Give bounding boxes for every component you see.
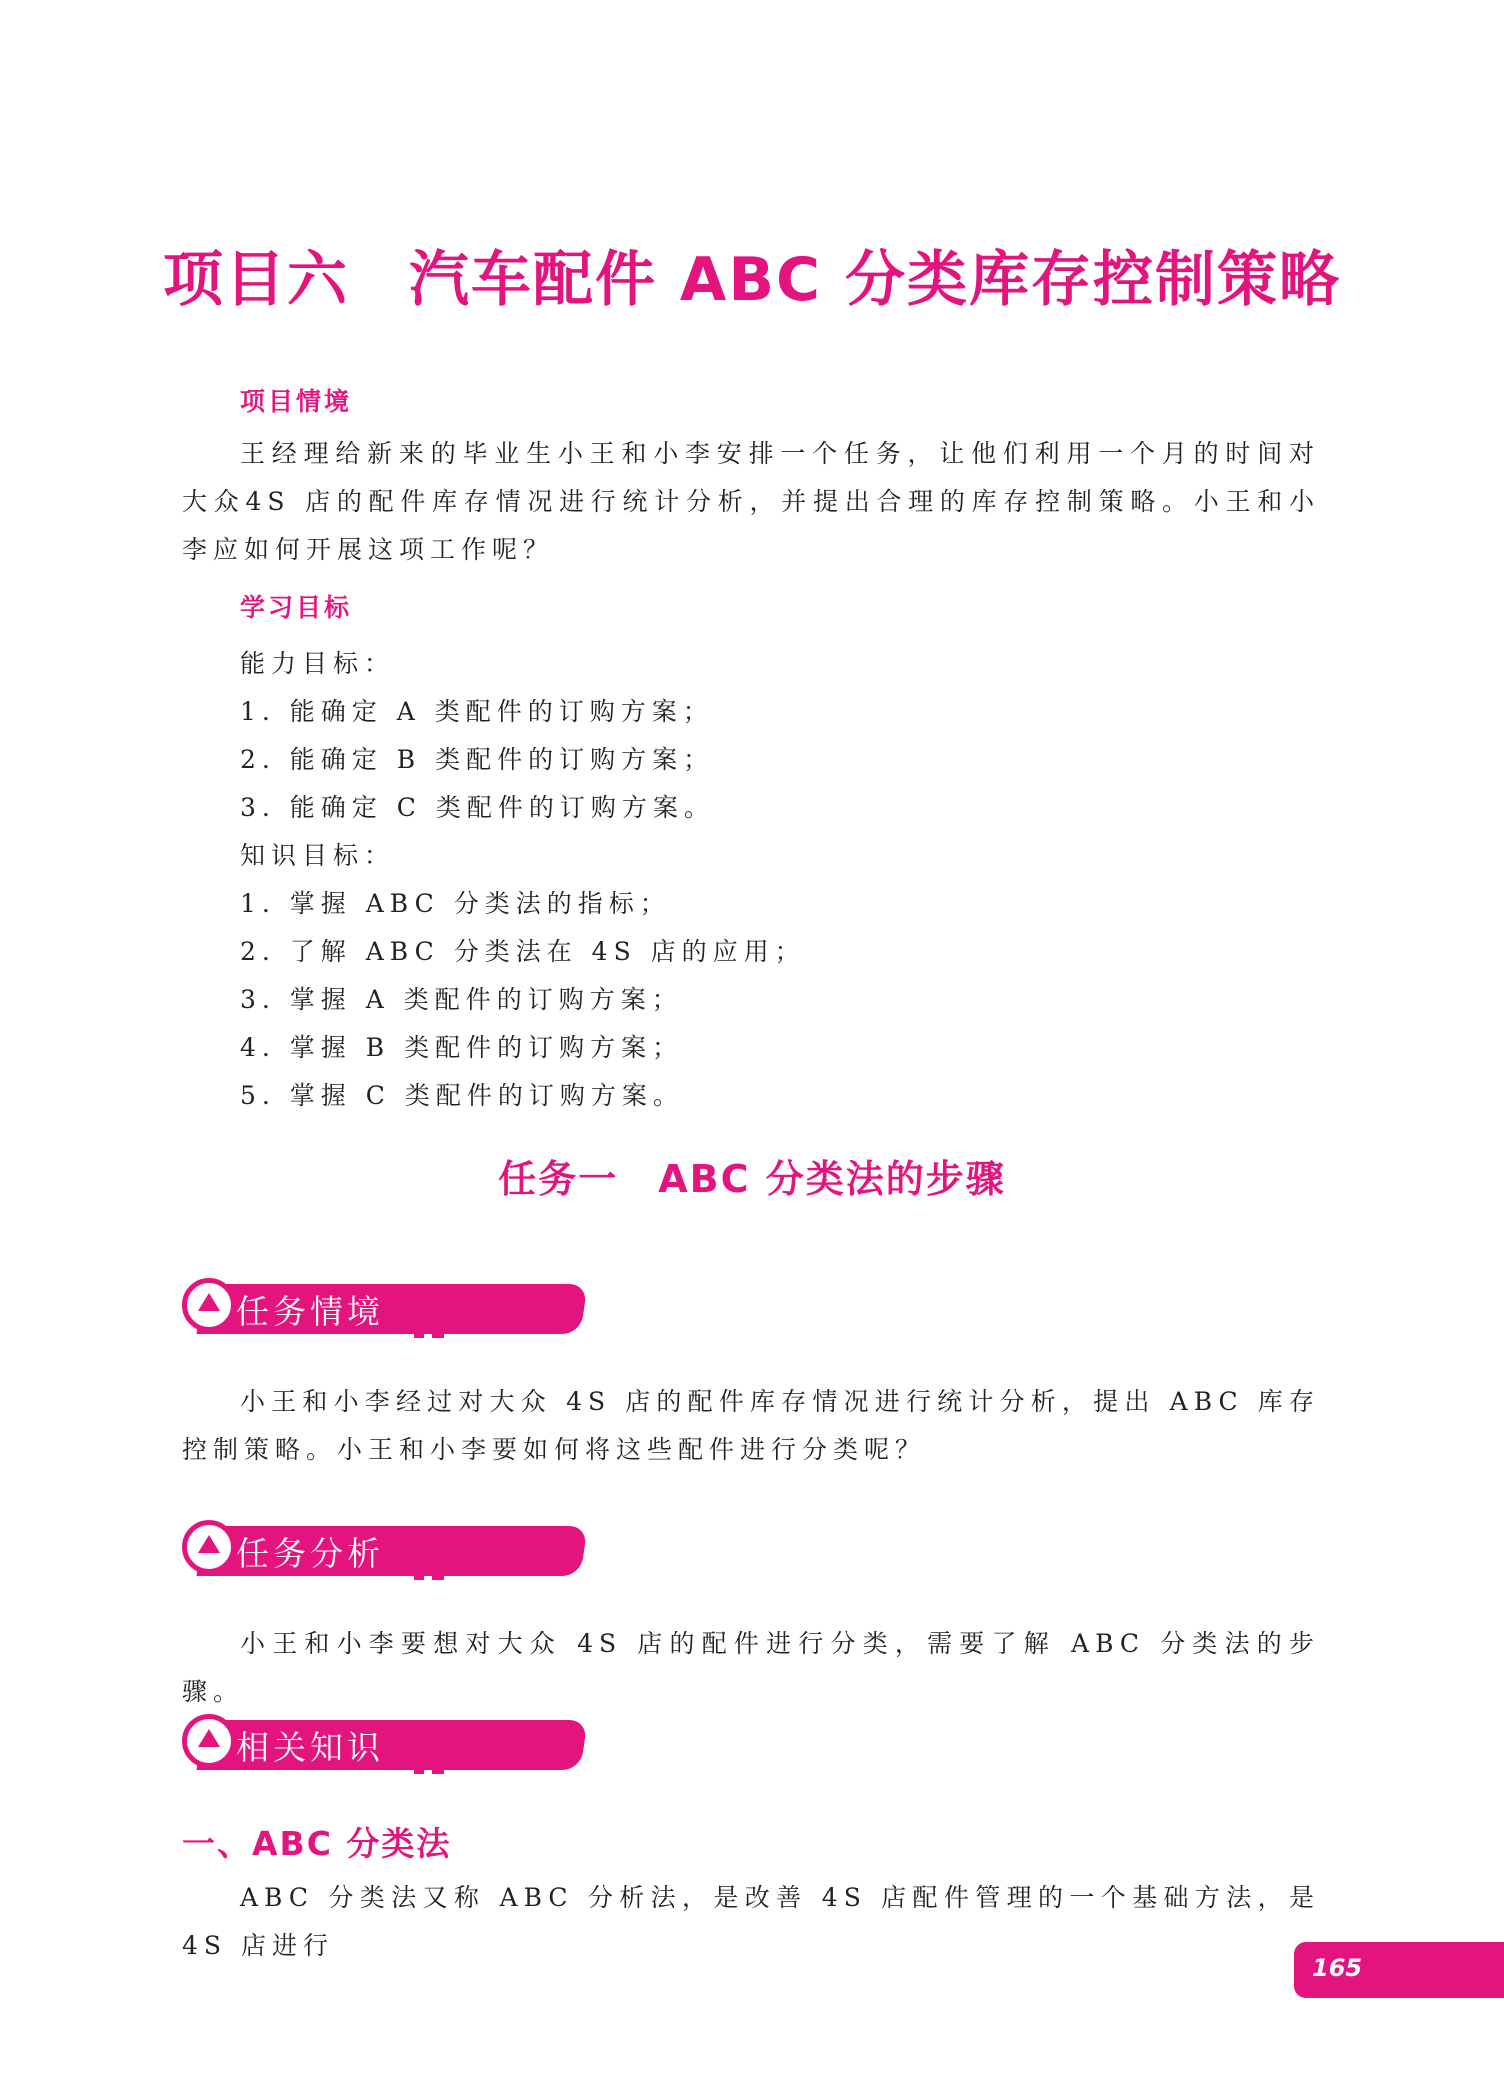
task-title (0, 1148, 1504, 1203)
task-scenario-banner (182, 1278, 512, 1342)
ability-item-3: 3. 能确定 C 类配件的订购方案。 (240, 793, 715, 822)
knowledge-item-3: 3. 掌握 A 类配件的订购方案； (240, 985, 683, 1014)
project-title-prefix: 项目六 (163, 245, 349, 315)
knowledge-item-2: 2. 了解 ABC 分类法在 4S 店的应用； (240, 937, 806, 966)
scenario-paragraph: 王经理给新来的毕业生小王和小李安排一个任务，让他们利用一个月的时间对大众4S 店的配件库存情况进行统计分析，并提出合理的库存控制策略。小王和小李应如何开展这项工作呢？ (182, 439, 1320, 564)
related-knowledge-text (182, 1874, 1320, 1970)
task-scenario-text (182, 1378, 1320, 1474)
page-number-tab (1294, 1942, 1504, 1998)
triangle-up-icon (182, 1520, 236, 1574)
task-title-main: ABC 分类法的步骤 (658, 1157, 1006, 1201)
knowledge-item-5: 5. 掌握 C 类配件的订购方案。 (240, 1081, 684, 1110)
task-scenario-paragraph: 小王和小李经过对大众 4S 店的配件库存情况进行统计分析，提出 ABC 库存控制策略。小王和小李要如何将这些配件进行分类呢？ (182, 1387, 1320, 1464)
triangle-up-icon (182, 1278, 236, 1332)
ability-item-2: 2. 能确定 B 类配件的订购方案； (240, 745, 715, 774)
knowledge-item-4: 4. 掌握 B 类配件的订购方案； (240, 1033, 684, 1062)
project-title-main: 汽车配件 ABC 分类库存控制策略 (409, 245, 1341, 315)
dot-pattern-icon (414, 1282, 504, 1340)
knowledge-item-1: 1. 掌握 ABC 分类法的指标； (240, 889, 671, 918)
section-heading: 一、ABC 分类法 (182, 1824, 452, 1863)
task-analysis-paragraph: 小王和小李要想对大众 4S 店的配件进行分类，需要了解 ABC 分类法的步骤。 (182, 1629, 1320, 1706)
scenario-text (182, 430, 1320, 574)
project-title (0, 232, 1504, 318)
objectives-label: 学习目标 (240, 593, 353, 622)
knowledge-label: 知识目标： (240, 841, 396, 870)
task-scenario-label: 任务情境 (236, 1292, 384, 1331)
ability-item-1: 1. 能确定 A 类配件的订购方案； (240, 697, 714, 726)
page-number: 165 (1312, 1954, 1363, 1982)
task-analysis-label: 任务分析 (236, 1534, 384, 1573)
task-title-prefix: 任务一 (498, 1157, 619, 1201)
related-knowledge-label: 相关知识 (236, 1728, 384, 1767)
dot-pattern-icon (414, 1524, 504, 1582)
dot-pattern-icon (414, 1718, 504, 1776)
triangle-up-icon (182, 1714, 236, 1768)
task-analysis-banner (182, 1520, 512, 1584)
related-knowledge-banner (182, 1714, 512, 1778)
related-knowledge-paragraph: ABC 分类法又称 ABC 分析法，是改善 4S 店配件管理的一个基础方法，是 4S 店进行 (182, 1883, 1320, 1960)
task-analysis-text (182, 1620, 1320, 1716)
scenario-label: 项目情境 (240, 387, 353, 416)
ability-label: 能力目标： (240, 649, 396, 678)
